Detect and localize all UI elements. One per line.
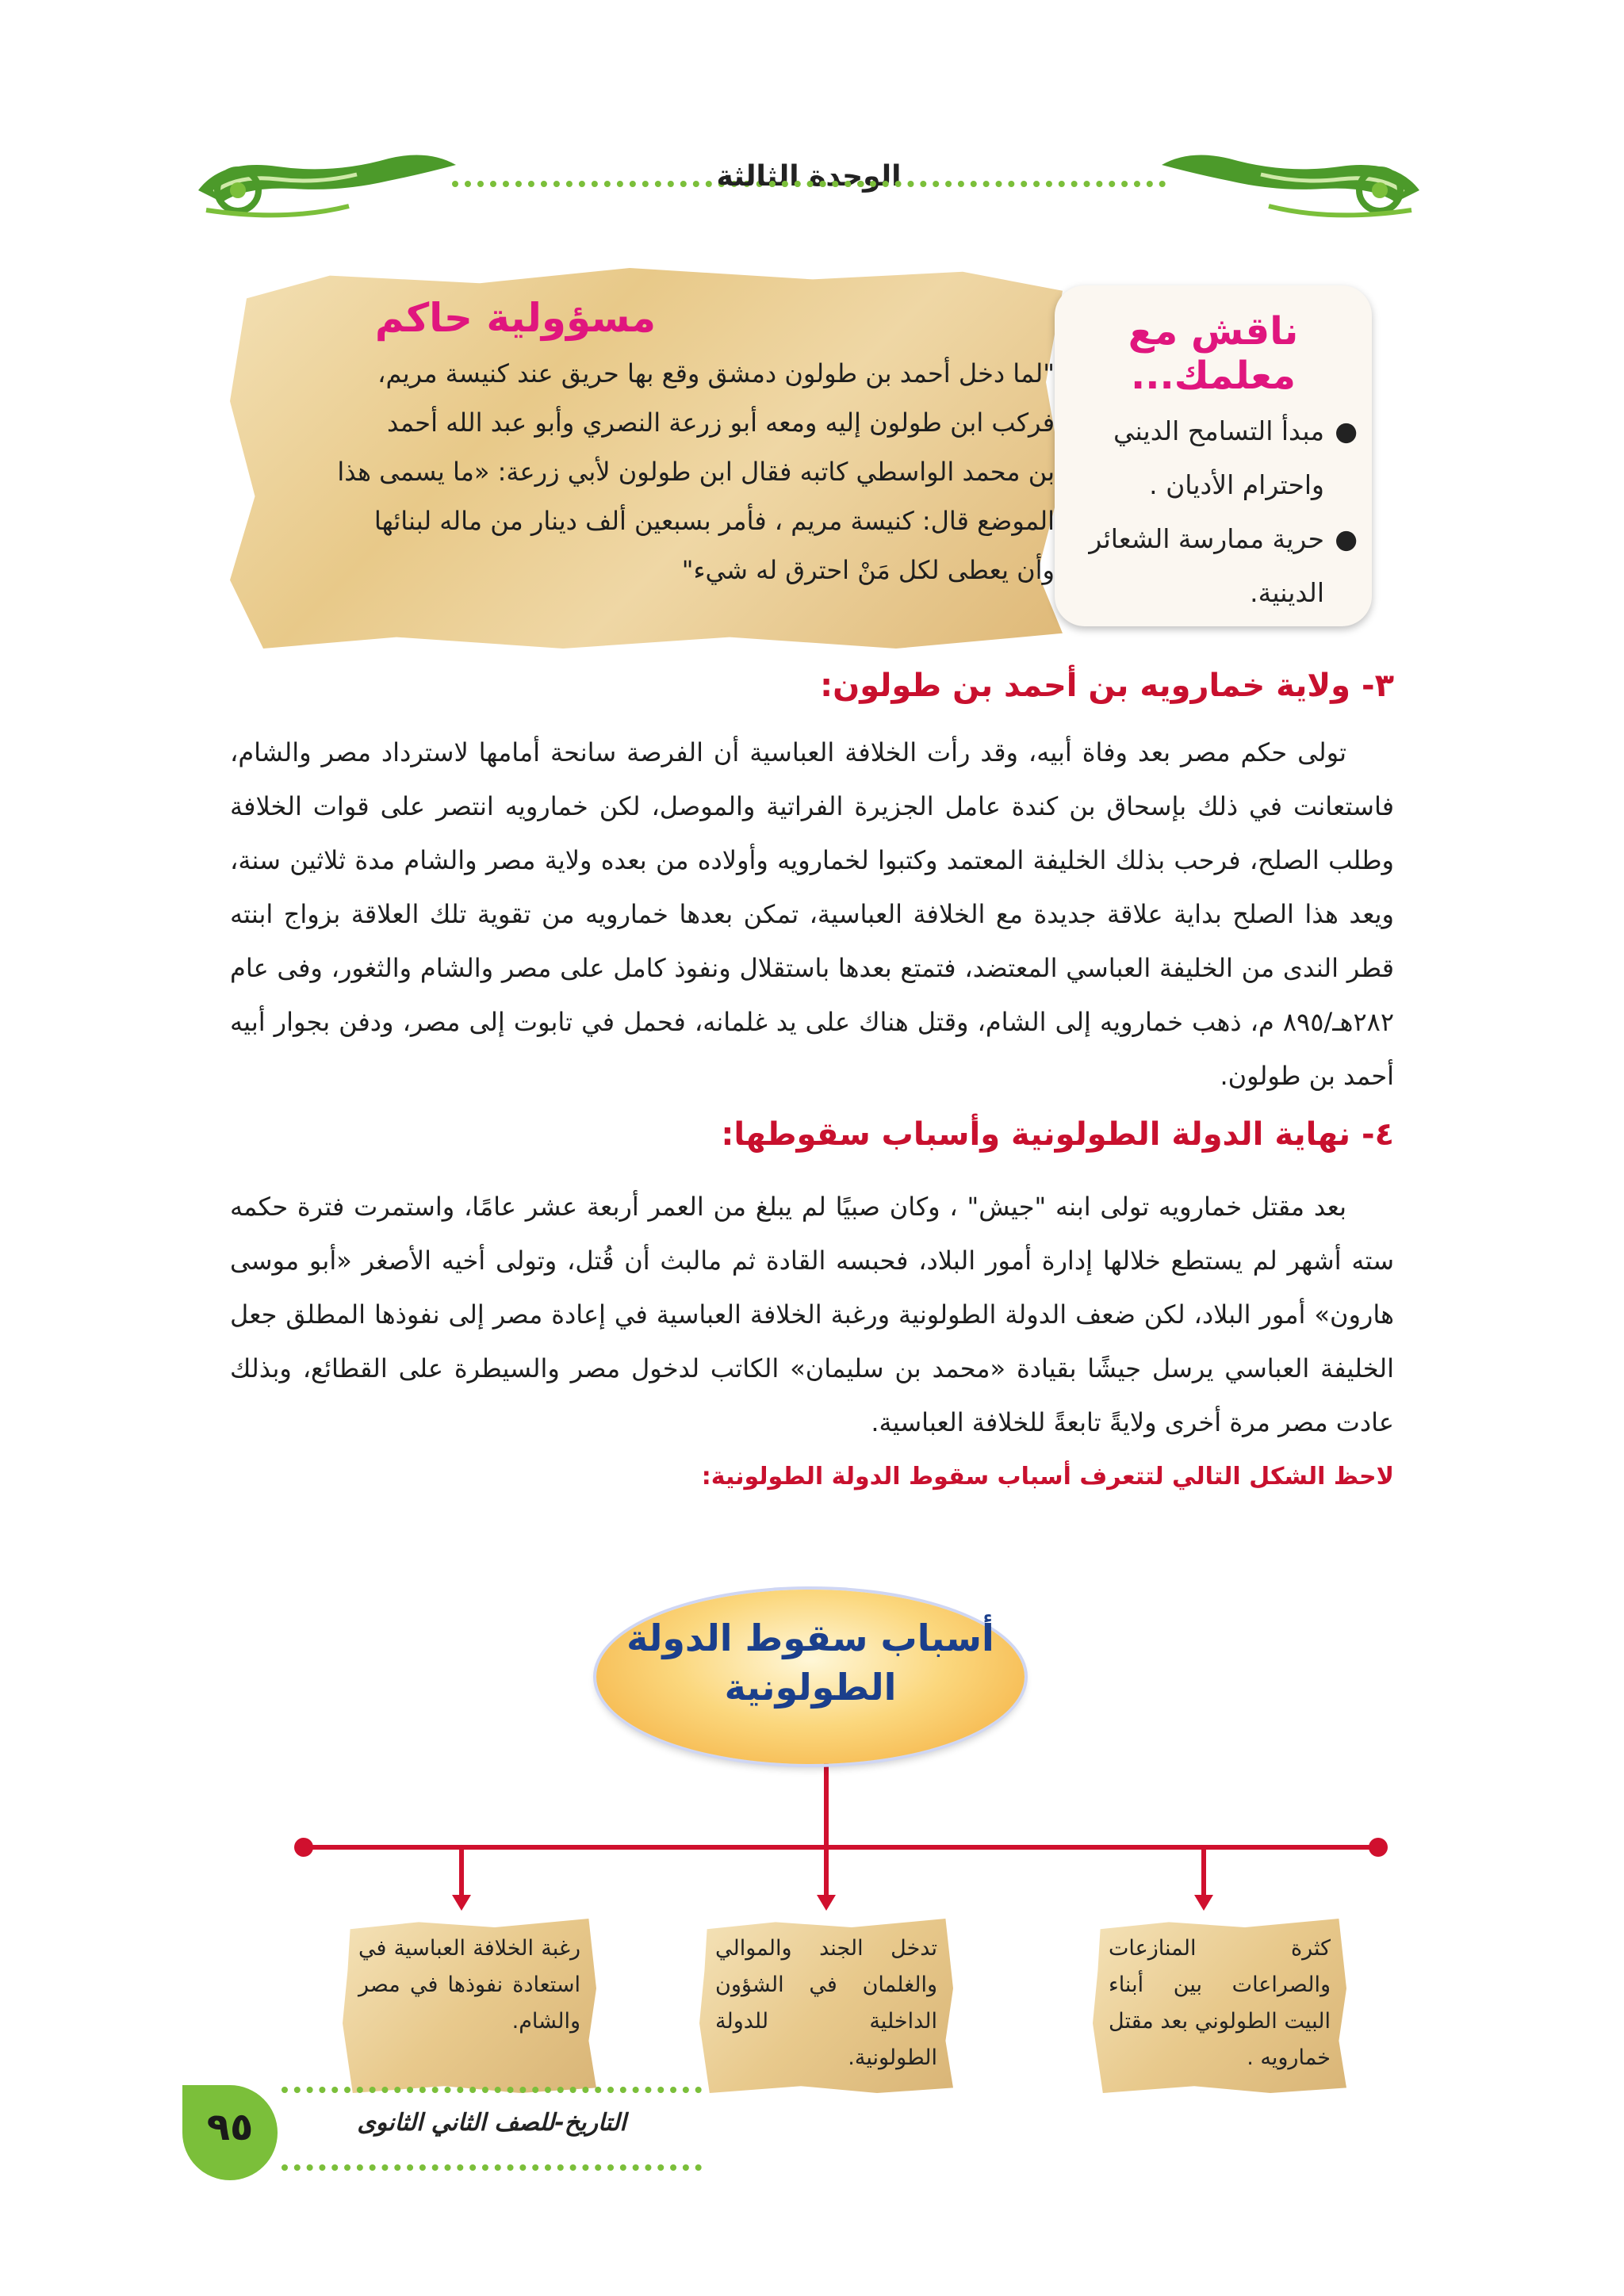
causes-center-label: أسباب سقوط الدولة الطولونية — [626, 1617, 994, 1709]
scroll-title: مسؤولية حاكم — [374, 295, 657, 341]
arrow-down-icon — [817, 1895, 836, 1911]
discuss-item-text: مبدأ التسامح الديني واحترام الأديان . — [1113, 415, 1324, 500]
header-dotted-rule-right — [769, 181, 1166, 187]
bullet-icon: ● — [1335, 415, 1358, 446]
cause-text: رغبة الخلافة العباسية في استعادة نفوذها في مصر والشام. — [358, 1936, 580, 2034]
scroll-line: وأن يعطى لكل مَنْ احترق له شيء" — [681, 555, 1055, 585]
discuss-title-line: معلمك... — [1131, 354, 1296, 398]
cause-text: كثرة المنازعات والصراعات بين أبناء البيت الطولوني بعد مقتل خمارويه . — [1109, 1936, 1331, 2070]
section-3-heading: ٣- ولاية خمارويه بن أحمد بن طولون: — [820, 668, 1394, 704]
discuss-item — [1072, 512, 1358, 620]
scroll-line: الموضع قال: كنيسة مريم ، فأمر بسبعين ألف دينار من ماله لبنائها — [373, 506, 1055, 536]
crossbar-end-dot — [294, 1838, 313, 1857]
section-3-body — [230, 725, 1394, 1103]
arrow-down-icon — [452, 1895, 471, 1911]
bullet-icon: ● — [1335, 523, 1358, 554]
arrow-down-icon — [1194, 1895, 1213, 1911]
footer-dotted-rule-top — [282, 2087, 702, 2093]
footer-dotted-rule-bottom — [282, 2164, 702, 2171]
footer-book-title: التاريخ-للصف الثاني الثانوى — [357, 2109, 626, 2137]
right-ornament-icon — [1158, 143, 1427, 230]
discuss-list — [1072, 404, 1358, 620]
crossbar-end-dot — [1369, 1838, 1388, 1857]
scroll-line: بن محمد الواسطي كاتبه فقال ابن طولون لأبي زرعة: «ما يسمى هذا — [337, 457, 1055, 487]
scroll-line: "لما دخل أحمد بن طولون دمشق وقع بها حريق عند كنيسة مريم، — [377, 358, 1055, 388]
discuss-title-line: ناقش مع — [1128, 309, 1299, 354]
discuss-item — [1072, 404, 1358, 512]
cause-text: تدخل الجند والموالي والغلمان في الشؤون الداخلية للدولة الطولونية. — [715, 1936, 937, 2070]
section-4-body — [230, 1180, 1394, 1449]
page-header — [190, 143, 1427, 230]
scroll-quote — [262, 349, 1055, 595]
page-number: ٩٥ — [206, 2105, 254, 2149]
section-3-paragraph: تولى حكم مصر بعد وفاة أبيه، وقد رأت الخلافة العباسية أن الفرصة سانحة أمامها لاسترداد مصر والشام، فاستعانت في ذلك بإسحاق بن كندة عامل الجزيرة الفراتية والموصل، لكن خمارويه انتصر على قوات الخلافة وطلب الصلح، فرحب بذلك الخليفة المعتمد وكتبوا لخمارويه وأولاده من بعده ولاية مصر والشام مدة ثلاثين سنة، ويعد هذا الصلح بداية علاقة جديدة مع الخلافة العباسية، تمكن بعدها خمارويه من تقوية تلك العلاقة بزواج ابنته قطر الندى من الخليفة العباسي المعتضد، فتمتع بعدها باستقلال ونفوذ كامل على مصر والشام والثغور، وفى عام ٢٨٢هـ/٨٩٥ م، ذهب خمارويه إلى الشام، وقتل هناك على يد غلمانه، فحمل في تابوت إلى مصر، ودفن بجوار أبيه أحمد بن طولون. — [230, 737, 1394, 1091]
unit-title: الوحدة الثالثة — [716, 160, 902, 193]
discuss-title — [1078, 309, 1348, 398]
discuss-item-text: حرية ممارسة الشعائر الدينية. — [1089, 523, 1324, 608]
diagram-intro-note: لاحظ الشكل التالي لتتعرف أسباب سقوط الدولة الطولونية: — [701, 1463, 1394, 1490]
section-4-heading: ٤- نهاية الدولة الطولونية وأسباب سقوطها: — [721, 1116, 1394, 1153]
section-4-paragraph: بعد مقتل خمارويه تولى ابنه "جيش" ، وكان صبيًا لم يبلغ من العمر أربعة عشر عامًا، واستمرت فترة حكمه سته أشهر لم يستطع خلالها إدارة أمور البلاد، فحبسه القادة ثم مالبث أن قُتل، وتولى أخيه الأصغر «أبو موسى هارون» أمور البلاد، لكن ضعف الدولة الطولونية ورغبة الخلافة العباسية في إعادة مصر إلى نفوذها المطلق جعل الخليفة العباسي يرسل جيشًا بقيادة «محمد بن سليمان» الكاتب لدخول مصر والسيطرة على القطائع، وبذلك عادت مصر مرة أخرى ولايةً تابعةً للخلافة العباسية. — [230, 1192, 1394, 1437]
scroll-line: فركب ابن طولون إليه ومعه أبو زرعة النصري وأبو عبد الله أحمد — [387, 408, 1055, 438]
